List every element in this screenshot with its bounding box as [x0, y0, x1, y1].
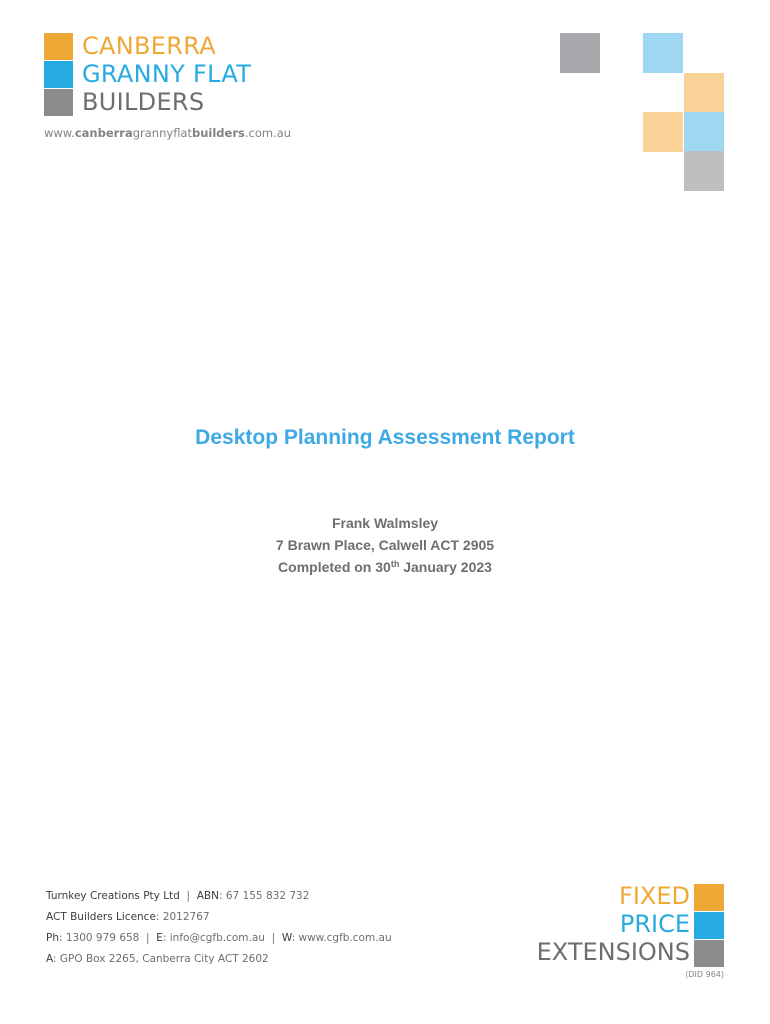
fp-logo-word-fixed: FIXED	[619, 882, 690, 910]
url-suffix: .com.au	[244, 126, 292, 140]
footer-contact-details	[46, 886, 392, 970]
fp-logo-word-price: PRICE	[619, 910, 690, 938]
email-label: E	[156, 932, 163, 944]
logo-orange-square	[44, 33, 73, 60]
logo-word-canberra: CANBERRA	[82, 32, 216, 60]
address-value: : GPO Box 2265, Canberra City ACT 2602	[53, 953, 269, 965]
url-prefix: www.	[44, 126, 75, 140]
url-part-builders: builders	[192, 126, 245, 140]
decor-square-orange-2	[643, 112, 683, 152]
client-name: Frank Walmsley	[331, 515, 439, 531]
phone-label: Ph	[46, 932, 59, 944]
fp-logo-grey-square	[694, 940, 724, 967]
licence-value: : 2012767	[155, 911, 210, 923]
fp-logo-blue-square	[694, 912, 724, 939]
completion-date-ordinal: th	[390, 559, 400, 569]
completion-date-suffix: January 2023	[399, 559, 492, 575]
report-title: Desktop Planning Assessment Report	[195, 426, 575, 449]
separator: |	[179, 890, 197, 902]
company-website-url	[44, 126, 291, 140]
document-reference-id: (DID 964)	[685, 970, 724, 979]
company-name: Turnkey Creations Pty Ltd	[46, 890, 180, 902]
licence-label: ACT Builders Licence	[46, 911, 156, 923]
client-address: 7 Brawn Place, Calwell ACT 2905	[275, 537, 495, 553]
footer-contact-row	[46, 928, 392, 949]
address-label: A	[46, 953, 53, 965]
footer-company-row	[46, 886, 392, 907]
website-value: : www.cgfb.com.au	[291, 932, 392, 944]
phone-value: : 1300 979 658 |	[59, 932, 157, 944]
email-value: : info@cgfb.com.au |	[162, 932, 282, 944]
logo-grey-square	[44, 89, 73, 116]
report-details	[0, 512, 770, 578]
fp-logo-orange-square	[694, 884, 724, 911]
fp-logo-word-extensions: EXTENSIONS	[536, 938, 690, 966]
footer-licence-row	[46, 907, 392, 928]
logo-word-granny-flat: GRANNY FLAT	[82, 60, 252, 88]
decor-square-orange-1	[684, 73, 724, 113]
completion-date-prefix: Completed on 30	[278, 559, 391, 575]
website-label: W	[281, 932, 292, 944]
decor-square-blue-2	[684, 112, 724, 152]
decor-square-blue-1	[643, 33, 683, 73]
abn-value: : 67 155 832 732	[219, 890, 310, 902]
abn-label: ABN	[196, 890, 219, 902]
url-part-grannyflat: grannyflat	[132, 126, 192, 140]
decor-square-grey-1	[560, 33, 600, 73]
footer-address-row	[46, 949, 392, 970]
url-part-canberra: canberra	[74, 126, 133, 140]
fixed-price-extensions-logo	[514, 882, 726, 982]
logo-word-builders: BUILDERS	[82, 88, 205, 116]
completion-date	[0, 556, 770, 578]
decor-square-grey-2	[684, 151, 724, 191]
logo-blue-square	[44, 61, 73, 88]
